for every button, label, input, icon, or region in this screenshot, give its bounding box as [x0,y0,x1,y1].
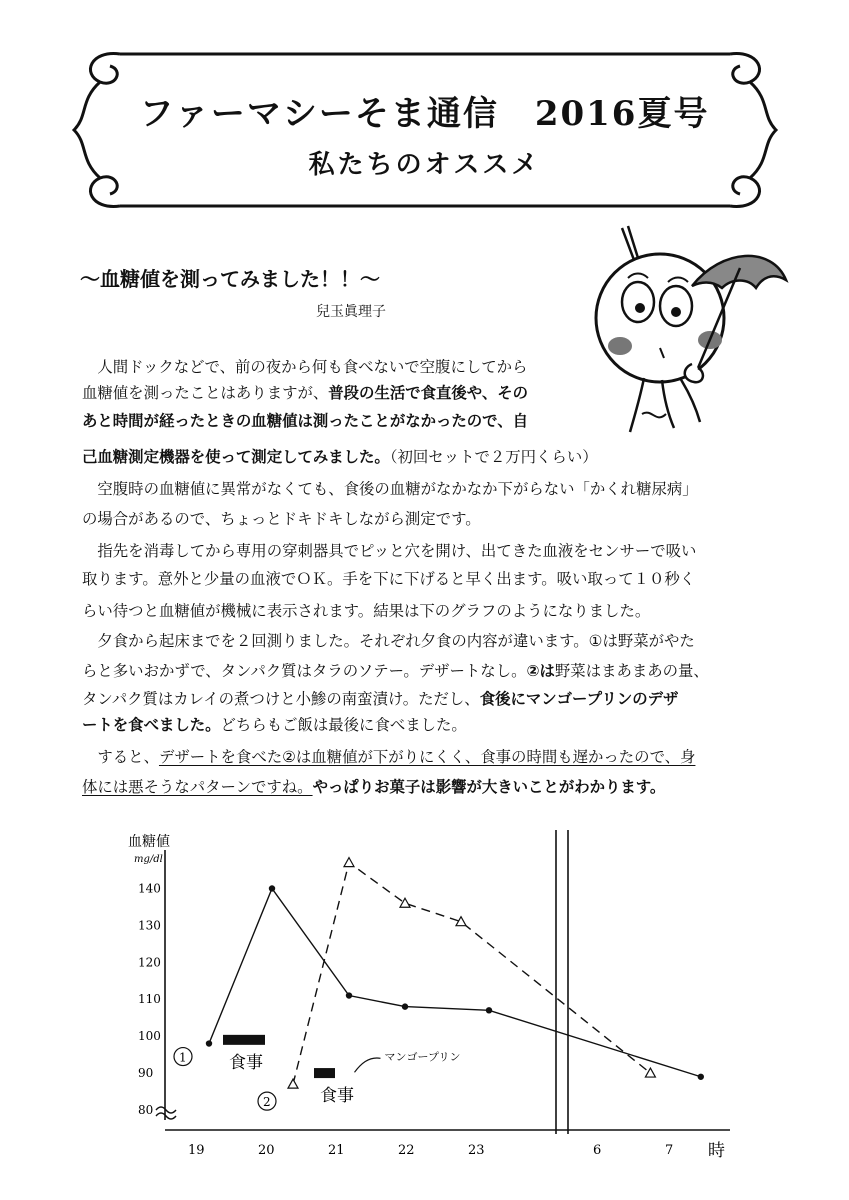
x-tick-label: 20 [258,1143,275,1158]
meal-bar [223,1035,265,1045]
x-axis-unit: 時 [708,1141,725,1161]
mascot-with-umbrella-illustration [572,218,790,436]
text-run: 空腹時の血糖値に異常がなくても、食後の血糖がなかなか下がらない「かくれ糖尿病」 [82,480,698,498]
bold-text: 食後にマンゴープリンのデザ [479,690,679,708]
body-line [82,568,695,590]
meal-label: 食事 [229,1052,263,1073]
data-point-circle [486,1007,492,1013]
y-tick-labels [138,881,161,1117]
body-line [82,746,695,768]
dessert-label: マンゴープリン [384,1050,461,1064]
y-axis-break [156,1107,176,1119]
y-tick-label: 130 [138,918,161,933]
blood-glucose-chart [120,820,740,1180]
bold-text: ②は [526,662,555,680]
data-point-circle [206,1040,212,1046]
underlined-text: デザートを食べた②は血糖値が下がりにくく、食事の時間も遅かったので、身 [158,748,696,766]
bold-text: 己血糖測定機器を使って測定してみました。 [82,448,390,466]
text-run: 人間ドックなどで、前の夜から何も食べないで空腹にしてから [82,358,528,376]
x-tick-label: 21 [328,1143,345,1158]
text-run: どちらもご飯は最後に食べました。 [220,716,467,734]
author-name: 兒玉眞理子 [316,304,386,320]
body-line [82,688,678,710]
data-point-circle [698,1074,704,1080]
x-tick-label: 22 [398,1143,415,1158]
text-run: の場合があるので、ちょっとドキドキしながら測定です。 [82,510,481,528]
article-title: 〜血糖値を測ってみました！！〜 [80,267,380,291]
body-line [82,446,598,468]
data-point-triangle [400,898,410,907]
series-line-1 [209,888,701,1076]
y-axis-unit: mg/dl [134,854,163,865]
bold-text: ートを食べました。 [82,716,221,734]
chart-annotations [223,1035,461,1106]
y-tick-label: 120 [138,955,161,970]
text-run: 夕食から起床までを２回測りました。それぞれ夕食の内容が違います。①は野菜がやた [82,632,695,650]
newsletter-subtitle: 私たちのオススメ [308,150,541,180]
bold-text: やっぱりお菓子は影響が大きいことがわかります。 [312,778,666,796]
text-run: 血糖値を測ったことはありますが、 [82,384,329,402]
y-axis-label: 血糖値 [128,834,170,850]
text-run: タンパク質はカレイの煮つけと小鯵の南蛮漬け。ただし、 [82,690,480,708]
body-line [82,540,696,562]
body-line [82,714,467,736]
bold-text: 普段の生活で食直後や、その [328,384,529,402]
body-line [82,600,650,622]
y-tick-label: 100 [138,1029,161,1044]
pointer-arrow [355,1058,381,1072]
series-label: 2 [263,1095,271,1110]
body-line [82,382,528,404]
text-run: 取ります。意外と少量の血液でＯＫ。手を下に下げると早く出ます。吸い取って１０秒く [82,570,696,588]
y-tick-label: 110 [138,992,161,1007]
y-tick-label: 140 [138,881,161,896]
body-line [82,478,698,500]
text-run: 野菜はまあまあの量、 [554,662,709,680]
data-point-circle [402,1003,408,1009]
text-run: らい待つと血糖値が機械に表示されます。結果は下のグラフのようになりました。 [82,602,651,620]
meal-bar [314,1068,335,1078]
chart-axes [128,830,730,1134]
x-tick-label: 19 [188,1143,205,1158]
text-run: すると、 [82,748,159,766]
data-point-circle [346,992,352,998]
y-tick-label: 80 [138,1103,154,1117]
body-line [82,410,528,432]
series-label: 1 [179,1050,187,1065]
text-run: 指先を消毒してから専用の穿刺器具でピッと穴を開け、出てきた血液をセンサーで吸い [82,542,697,560]
data-point-triangle [288,1079,298,1088]
body-line [82,508,481,530]
meal-label: 食事 [320,1086,354,1107]
x-tick-label: 23 [468,1143,485,1158]
series-line-2 [293,863,650,1085]
bold-text: あと時間が経ったときの血糖値は測ったことがなかったので、自 [82,412,529,430]
x-tick-label: 7 [665,1143,674,1158]
body-line [82,356,527,378]
text-run: らと多いおかずで、タンパク質はタラのソテー。デザートなし。 [82,662,527,680]
newsletter-title: ファーマシーそま通信 2016夏号 [139,94,710,134]
data-point-circle [269,885,275,891]
body-line [82,630,695,652]
y-tick-label: 90 [138,1066,154,1081]
underlined-text: 体には悪そうなパターンですね。 [82,778,313,796]
data-point-triangle [344,858,354,867]
text-run: （初回セットで２万円くらい） [389,448,598,466]
body-line [82,660,709,682]
x-tick-label: 6 [593,1143,602,1158]
body-line [82,776,665,798]
x-tick-labels [188,1141,725,1161]
data-point-triangle [645,1068,655,1077]
